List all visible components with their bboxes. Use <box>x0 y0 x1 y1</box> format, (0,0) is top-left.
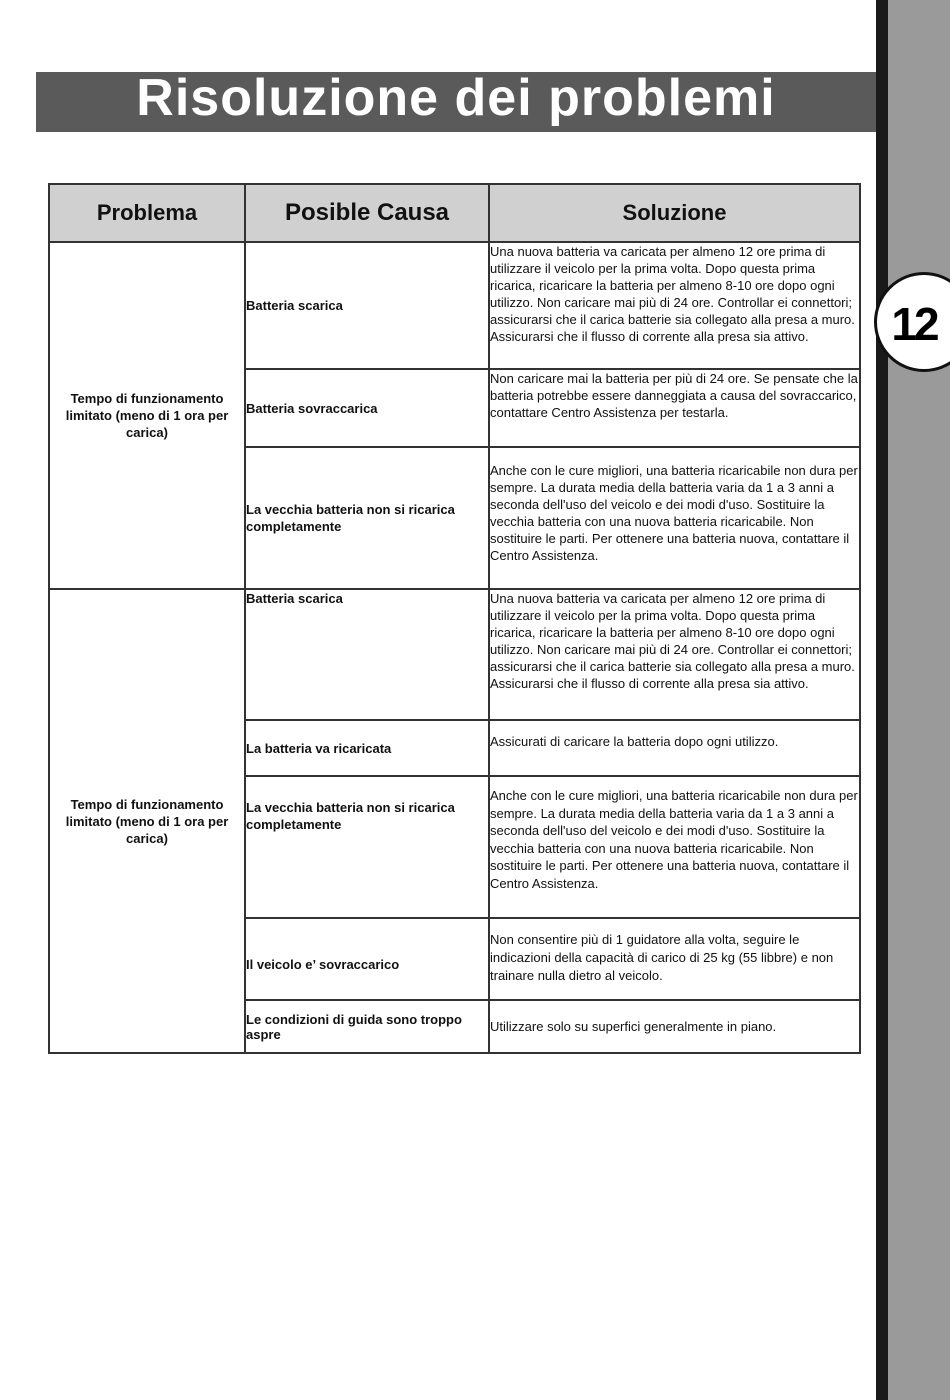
title-bar <box>36 69 876 132</box>
solution-cell: Una nuova batteria va caricata per almeno 12 ore prima di utilizzare il veicolo per la prima volta. Dopo questa prima ricarica, ricaricare la batteria per almeno 8-10 ore dopo ogni utilizzo. Non caricare mai più di 24 ore. Controllar ei connettori; assicurarsi che il carica batterie sia collegato alla presa a muro. Assicurarsi che il flusso di corrente alla presa sia attivo. <box>489 242 860 369</box>
solution-cell: Una nuova batteria va caricata per almeno 12 ore prima di utilizzare il veicolo per la prima volta. Dopo questa prima ricarica, ricaricare la batteria per almeno 8-10 ore dopo ogni utilizzo. Non caricare mai più di 24 ore. Controllar ei connettori; assicurarsi che il carica batterie sia collegato alla presa a muro. Assicurarsi che il flusso di corrente alla presa sia attivo. <box>489 589 860 720</box>
cause-cell: La vecchia batteria non si ricarica completamente <box>245 447 489 589</box>
cause-cell: Batteria scarica <box>245 589 489 720</box>
table-row <box>49 242 860 369</box>
solution-cell: Non consentire più di 1 guidatore alla volta, seguire le indicazioni della capacità di carico di 25 kg (55 libbre) e non trainare nulla dietro al veicolo. <box>489 918 860 1000</box>
solution-cell: Utilizzare solo su superfici generalmente in piano. <box>489 1000 860 1053</box>
solution-cell: Non caricare mai la batteria per più di 24 ore. Se pensate che la batteria potrebbe essere danneggiata a causa del sovraccarico, contattare Centro Assistenza per testarla. <box>489 369 860 447</box>
chapter-tab-number: 12 <box>891 298 937 350</box>
side-strip-edge <box>876 0 888 1400</box>
header-solution: Soluzione <box>489 184 860 242</box>
cause-cell: Batteria scarica <box>245 242 489 369</box>
problem-cell: Tempo di funzionamento limitato (meno di 1 ora per carica) <box>49 589 245 1053</box>
cause-cell: La vecchia batteria non si ricarica completamente <box>245 776 489 918</box>
table-row <box>49 589 860 720</box>
solution-cell: Anche con le cure migliori, una batteria ricaricabile non dura per sempre. La durata media della batteria varia da 1 a 3 anni a seconda dell'uso del veicolo e dei modi d'uso. Sostituire la vecchia batteria con una nuova batteria ricaricabile. Non sostituire le parti. Per ottenere una batteria nuova, contattare il Centro Assistenza. <box>489 447 860 589</box>
header-cause: Posible Causa <box>245 184 489 242</box>
cause-cell: Batteria sovraccarica <box>245 369 489 447</box>
solution-cell: Anche con le cure migliori, una batteria ricaricabile non dura per sempre. La durata media della batteria varia da 1 a 3 anni a seconda dell'uso del veicolo e dei modi d'uso. Sostituire la vecchia batteria con una nuova batteria ricaricabile. Non sostituire le parti. Per ottenere una batteria nuova, contattare il Centro Assistenza. <box>489 776 860 918</box>
cause-cell: Il veicolo e’ sovraccarico <box>245 918 489 1000</box>
troubleshooting-table <box>48 183 861 1054</box>
page-title: Risoluzione dei problemi <box>136 69 776 127</box>
cause-cell: Le condizioni di guida sono troppo aspre <box>245 1000 489 1053</box>
table-header-row <box>49 184 860 242</box>
problem-cell: Tempo di funzionamento limitato (meno di 1 ora per carica) <box>49 242 245 589</box>
header-problem: Problema <box>49 184 245 242</box>
solution-cell: Assicurati di caricare la batteria dopo ogni utilizzo. <box>489 720 860 776</box>
cause-cell: La batteria va ricaricata <box>245 720 489 776</box>
